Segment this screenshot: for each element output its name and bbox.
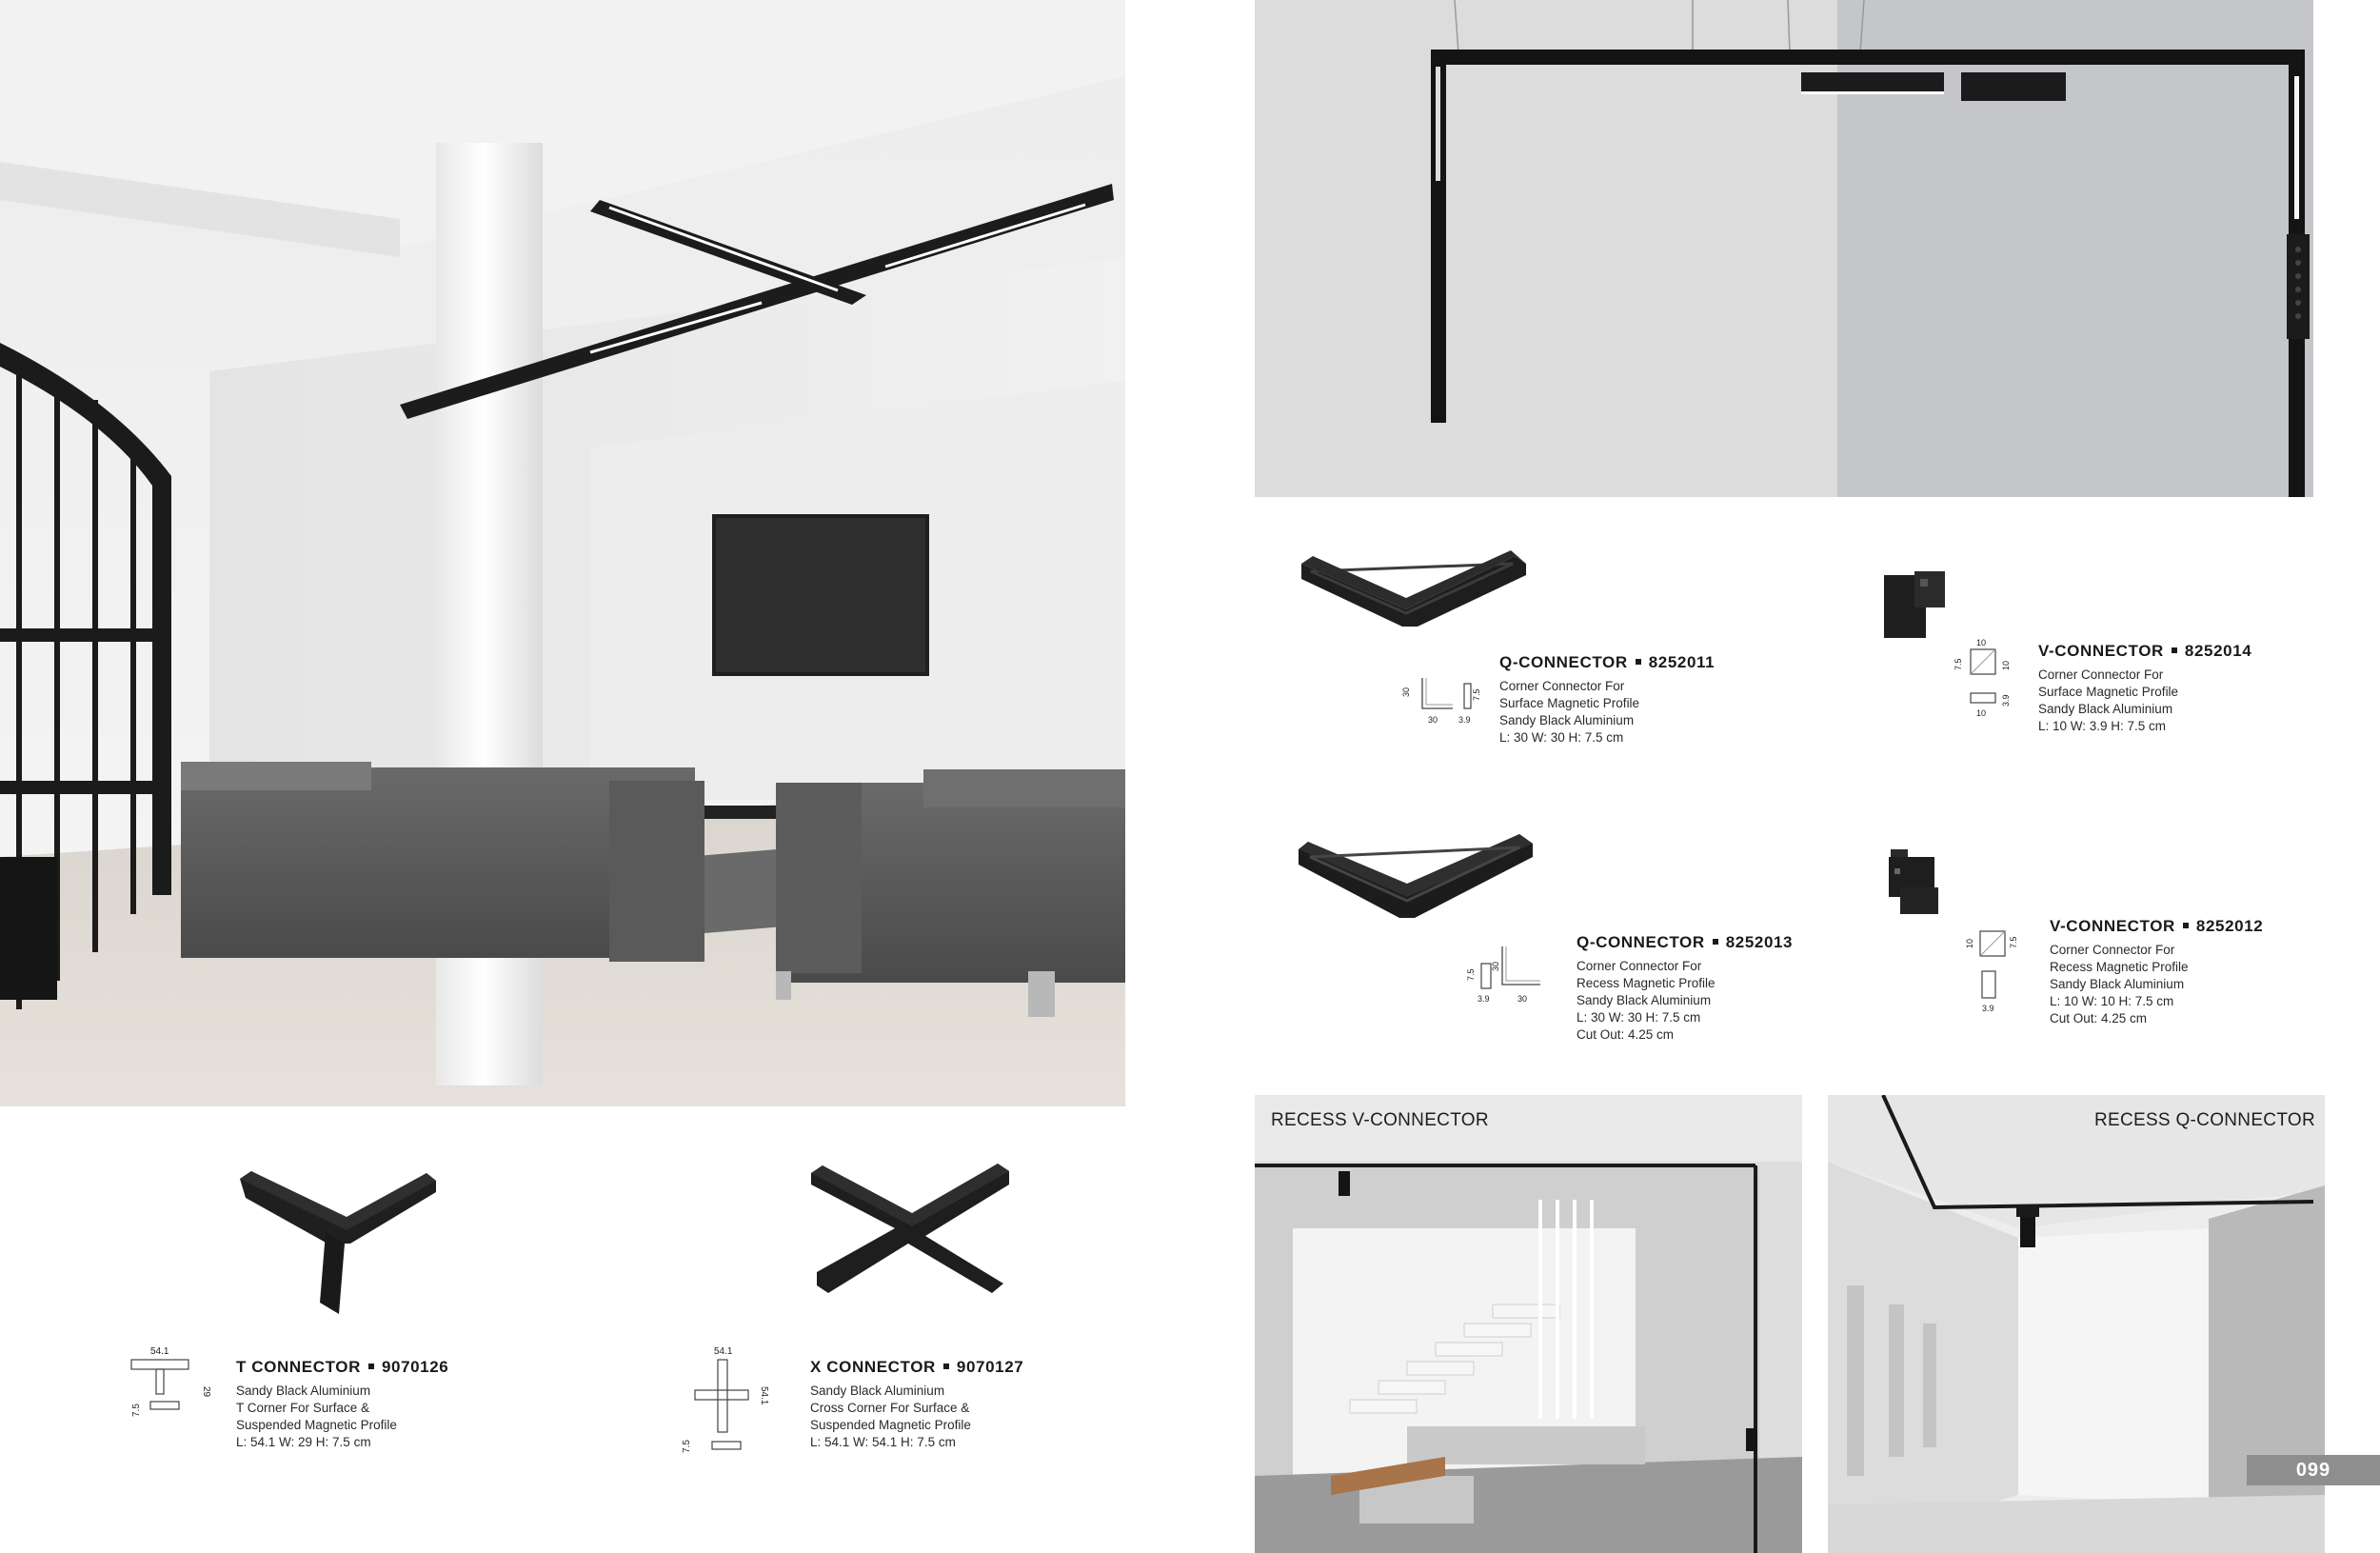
x-connector-dims (680, 1343, 775, 1455)
dim-label: 10 (1976, 638, 1987, 647)
dim-label: 7.5 (131, 1404, 142, 1417)
product-description: Sandy Black Aluminium Cross Corner For Surface & Suspended Magnetic Profile L: 54.1 W: 54.1 H: 7.5 cm (810, 1384, 971, 1449)
t-connector-info (236, 1358, 448, 1451)
v-connector-surface-image (1880, 569, 1947, 640)
t-connector-image (232, 1169, 438, 1314)
t-connector-dims (128, 1343, 213, 1419)
dim-label: 54.1 (714, 1346, 733, 1357)
photo-caption: RECESS V-CONNECTOR (1271, 1110, 1489, 1130)
v-connector-recess-image (1887, 847, 1948, 916)
dim-label: 7.5 (1954, 658, 1963, 670)
product-description: Corner Connector For Surface Magnetic Profile Sandy Black Aluminium L: 10 W: 3.9 H: 7.5 cm (2038, 667, 2179, 733)
product-description: Sandy Black Aluminium T Corner For Surface & Suspended Magnetic Profile L: 54.1 W: 29 H: 7.5 cm (236, 1384, 397, 1449)
q-connector-recess-image (1299, 834, 1537, 922)
dim-label: 7.5 (1472, 688, 1481, 701)
product-description: Corner Connector For Surface Magnetic Profile Sandy Black Aluminium L: 30 W: 30 H: 7.5 cm (1499, 679, 1640, 745)
q-connector-recess-info (1577, 933, 1793, 1044)
recess-v-connector-photo (1255, 1095, 1802, 1553)
dim-label: 7.5 (682, 1440, 692, 1453)
x-connector-info (810, 1358, 1023, 1451)
product-title: X CONNECTOR 9070127 (810, 1358, 1024, 1376)
product-title: V-CONNECTOR 8252012 (2050, 917, 2264, 935)
dim-label: 7.5 (2009, 936, 2018, 948)
v-connector-recess-dims (1961, 924, 2028, 1015)
dim-label: 3.9 (2001, 694, 2011, 707)
living-room-photo (0, 0, 1125, 1106)
x-connector-image (807, 1160, 1017, 1314)
dim-label: 54.1 (759, 1386, 769, 1405)
dim-label: 30 (1401, 687, 1411, 697)
dim-label: 7.5 (1466, 968, 1476, 981)
dim-label: 30 (1491, 961, 1500, 971)
q-connector-surface-product (1299, 550, 1623, 655)
v-connector-recess-info (2050, 917, 2263, 1027)
product-title: Q-CONNECTOR 8252011 (1499, 653, 1716, 671)
dim-label: 10 (1976, 708, 1987, 718)
dim-label: 30 (1517, 994, 1528, 1004)
product-title: V-CONNECTOR 8252014 (2038, 642, 2252, 660)
product-title: Q-CONNECTOR 8252013 (1577, 933, 1794, 951)
page-number: 099 (2247, 1455, 2380, 1485)
v-connector-surface-info (2038, 642, 2251, 735)
q-connector-recess-dims (1462, 943, 1557, 1009)
q-connector-surface-image (1299, 550, 1528, 627)
dim-label: 29 (201, 1386, 211, 1398)
dim-label: 10 (2001, 660, 2011, 670)
q-connector-surface-info (1499, 653, 1715, 747)
v-connector-surface-dims (1950, 636, 2026, 722)
photo-caption: RECESS Q-CONNECTOR (2093, 1110, 2315, 1130)
dim-label: 10 (1965, 938, 1974, 948)
product-description: Corner Connector For Recess Magnetic Profile Sandy Black Aluminium L: 10 W: 10 H: 7.5 cm Cut Out: 4.25 cm (2050, 943, 2189, 1025)
dim-label: 54.1 (150, 1346, 169, 1357)
dim-label: 30 (1428, 715, 1438, 725)
corner-profile-photo (1255, 0, 2313, 497)
dim-label: 3.9 (1458, 715, 1471, 725)
product-title: T CONNECTOR 9070126 (236, 1358, 449, 1376)
product-description: Corner Connector For Recess Magnetic Profile Sandy Black Aluminium L: 30 W: 30 H: 7.5 cm Cut Out: 4.25 cm (1577, 959, 1716, 1042)
q-connector-surface-dims (1399, 674, 1504, 727)
dim-label: 3.9 (1478, 994, 1490, 1004)
dim-label: 3.9 (1982, 1004, 1994, 1013)
